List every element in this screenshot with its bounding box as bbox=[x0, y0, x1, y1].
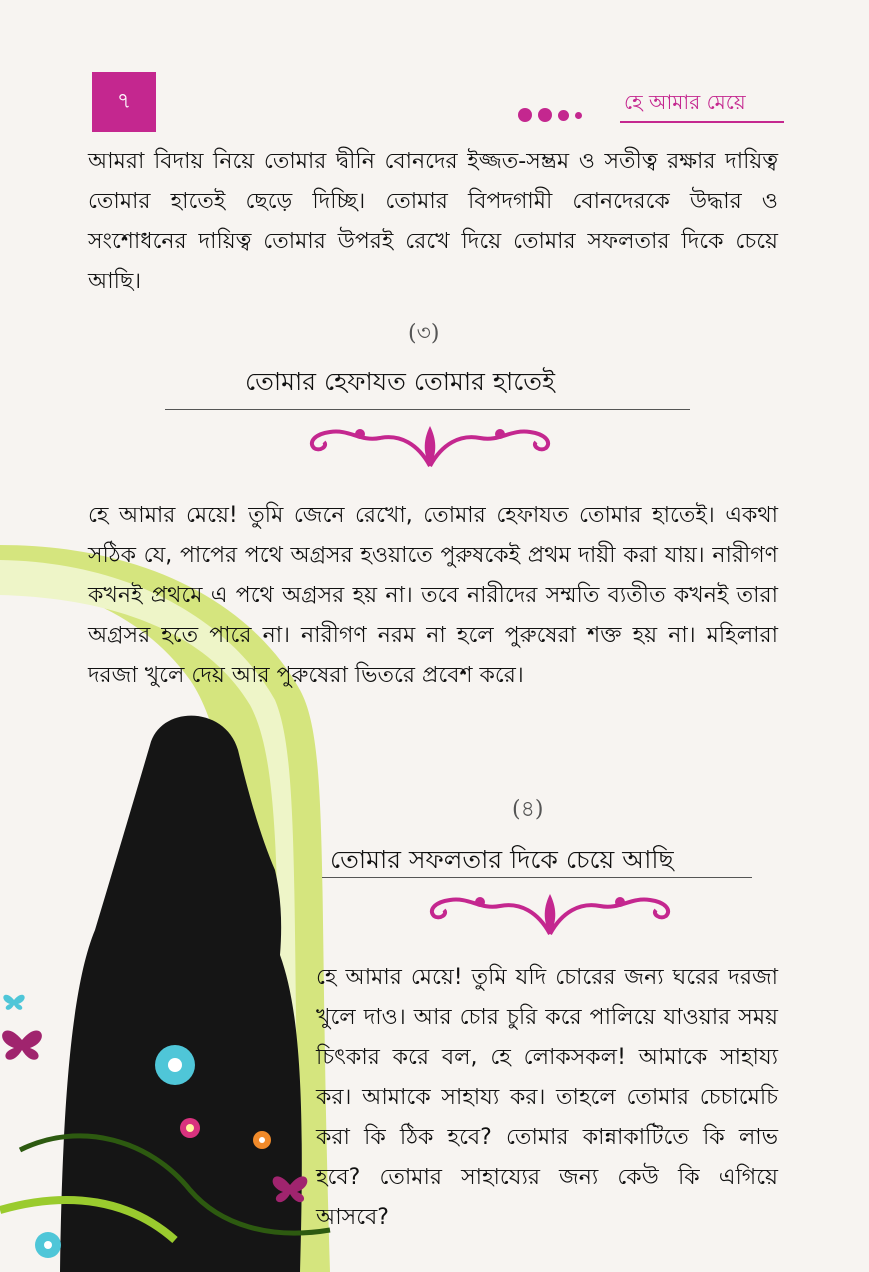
paragraph-intro: আমরা বিদায় নিয়ে তোমার দ্বীনি বোনদের ইজ্জত-সম্ভ্রম ও সতীত্ব রক্ষার দায়িত্ব তোমার হাতেই ছেড়ে দিচ্ছি। তোমার বিপদগামী বোনদেরকে উদ্ধার ও সংশোধনের দায়িত্ব তোমার উপরই রেখে দিয়ে তোমার সফলতার দিকে চেয়ে আছি। bbox=[88, 149, 778, 294]
section-divider bbox=[322, 877, 752, 878]
section-title: তোমার সফলতার দিকে চেয়ে আছি bbox=[330, 845, 674, 874]
flower-icon bbox=[155, 1045, 195, 1085]
dot-icon bbox=[538, 108, 552, 122]
section-4-body: হে আমার মেয়ে! তুমি যদি চোরের জন্য ঘরের দরজা খুলে দাও। আর চোর চুরি করে পালিয়ে যাওয়ার সময় চিৎকার করে বল, হে লোকসকল! আমাকে সাহায্য কর। আমাকে সাহায্য কর। তাহলে তোমার চেচামেচি করা কি ঠিক হবে? তোমার কান্নাকাটিতে কি লাভ হবে? তোমার সাহায্যের জন্য কেউ কি এগিয়ে আসবে? bbox=[316, 965, 778, 1230]
dot-icon bbox=[518, 108, 532, 122]
page-number: ৭ bbox=[116, 88, 132, 114]
section-title: তোমার হেফাযত তোমার হাতেই bbox=[245, 367, 556, 396]
section-3-body: হে আমার মেয়ে! তুমি জেনে রেখো, তোমার হেফাযত তোমার হাতেই। একথা সঠিক যে, পাপের পথে অগ্রসর হওয়াতে পুরুষকেই প্রথম দায়ী করা যায়। নারীগণ কখনই প্রথমে এ পথে অগ্রসর হয় না। তবে নারীদের সম্মতি ব্যতীত কখনই তারা অগ্রসর হতে পারে না। নারীগণ নরম না হলে পুরুষেরা শক্ত হয় না। মহিলারা দরজা খুলে দেয় আর পুরুষেরা ভিতরে প্রবেশ করে। bbox=[88, 503, 778, 688]
flower-icon bbox=[35, 1232, 61, 1258]
header-dots bbox=[518, 108, 582, 122]
section-number: (৪) bbox=[512, 797, 544, 822]
dot-icon bbox=[558, 110, 569, 121]
dot-icon bbox=[575, 112, 582, 119]
running-header-title: হে আমার মেয়ে bbox=[624, 90, 746, 114]
floral-ornament-icon bbox=[420, 882, 680, 942]
section-divider bbox=[165, 409, 690, 410]
header-underline bbox=[620, 121, 784, 123]
butterfly-icon bbox=[3, 995, 24, 1010]
flower-icon bbox=[253, 1131, 271, 1149]
butterfly-icon bbox=[2, 1030, 42, 1059]
page-number-badge bbox=[92, 72, 156, 132]
section-number: (৩) bbox=[408, 321, 440, 346]
flower-icon bbox=[180, 1118, 200, 1138]
floral-ornament-icon bbox=[300, 414, 560, 474]
